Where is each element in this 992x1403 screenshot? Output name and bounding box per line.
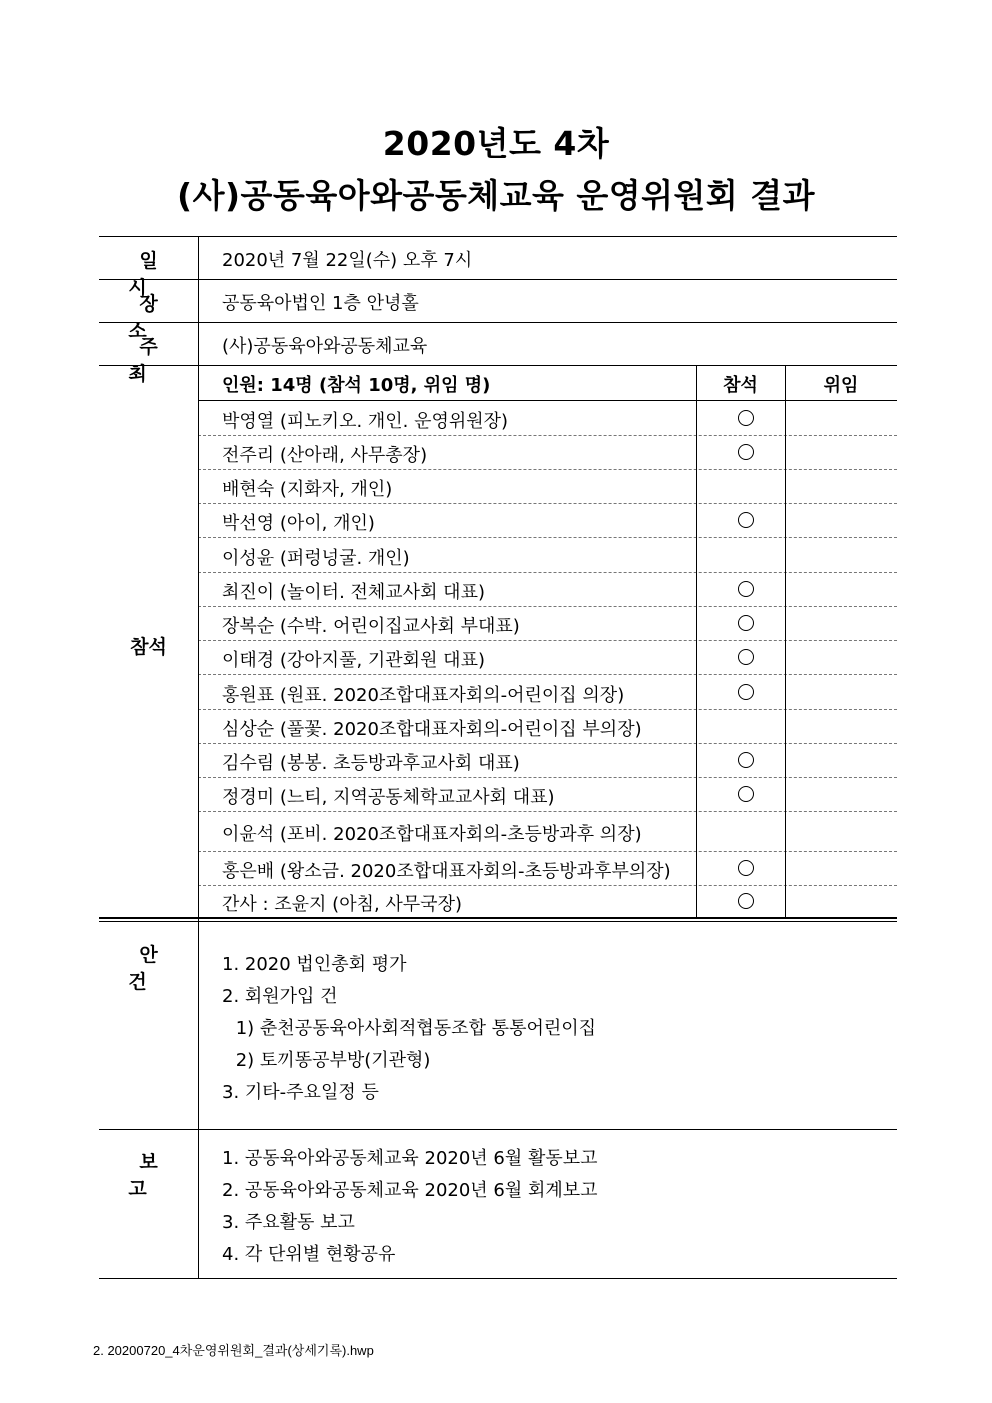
place-label: 장 소 <box>128 293 180 342</box>
document-title-line2: (사)공동육아와공동체교육 운영위원회 결과 <box>177 176 815 215</box>
member-name: 홍원표 (원표. 2020조합대표자회의-어린이집 의장) <box>222 684 625 706</box>
member-name: 배현숙 (지화자, 개인) <box>222 479 393 500</box>
report-item: 3. 주요활동 보고 <box>222 1212 355 1233</box>
member-name: 최진이 (놀이터. 전체교사회 대표) <box>222 582 485 603</box>
present-circle-mark <box>738 649 754 665</box>
document-title-line1: 2020년도 4차 <box>382 124 610 163</box>
member-row-divider <box>198 435 897 436</box>
present-column-header: 참석 <box>723 375 758 396</box>
file-name-footer: 2. 20200720_4차운영위원회_결과(상세기록).hwp <box>93 1343 374 1358</box>
member-row-divider <box>198 572 897 573</box>
table-bottom-border <box>99 1278 897 1279</box>
agenda-item: 1) 춘천공동육아사회적협동조합 통통어린이집 <box>230 1018 597 1039</box>
member-row-divider <box>198 640 897 641</box>
member-name: 박영열 (피노키오. 개인. 운영위원장) <box>222 410 509 432</box>
member-row-divider <box>198 503 897 504</box>
present-circle-mark <box>738 581 754 597</box>
attendance-summary: 인원: 14명 (참석 10명, 위임 명) <box>222 375 491 396</box>
member-row-divider <box>198 851 897 852</box>
host-value: (사)공동육아와공동체교육 <box>222 336 428 357</box>
present-circle-mark <box>738 684 754 700</box>
report-item: 2. 공동육아와공동체교육 2020년 6월 회계보고 <box>222 1180 598 1201</box>
agenda-item: 2. 회원가입 건 <box>222 986 338 1007</box>
row-divider <box>99 322 897 323</box>
member-row-divider <box>198 537 897 538</box>
present-circle-mark <box>738 444 754 460</box>
report-item: 1. 공동육아와공동체교육 2020년 6월 활동보고 <box>222 1148 598 1169</box>
member-name: 전주리 (산아래, 사무총장) <box>222 445 428 466</box>
member-row-divider <box>198 674 897 675</box>
member-name: 이태경 (강아지풀, 기관회원 대표) <box>222 650 485 671</box>
present-circle-mark <box>738 410 754 426</box>
present-circle-mark <box>738 786 754 802</box>
agenda-item: 2) 토끼똥공부방(기관형) <box>230 1050 431 1071</box>
double-line-bottom <box>99 921 897 922</box>
present-circle-mark <box>738 860 754 876</box>
agenda-label: 안 건 <box>128 944 180 993</box>
datetime-label: 일 시 <box>128 250 180 299</box>
proxy-column-divider <box>785 365 786 917</box>
present-circle-mark <box>738 512 754 528</box>
present-circle-mark <box>738 615 754 631</box>
member-name: 홍은배 (왕소금. 2020조합대표자회의-초등방과후부의장) <box>222 861 671 882</box>
member-name: 박선영 (아이, 개인) <box>222 513 375 534</box>
member-row-divider <box>198 743 897 744</box>
proxy-column-header: 위임 <box>823 375 859 396</box>
row-divider <box>99 365 897 366</box>
datetime-value: 2020년 7월 22일(수) 오후 7시 <box>222 250 473 271</box>
member-row-divider <box>198 709 897 710</box>
row-divider <box>99 1129 897 1130</box>
member-name: 김수림 (봉봉. 초등방과후교사회 대표) <box>222 753 520 774</box>
member-row-divider <box>198 469 897 470</box>
member-name: 간사 : 조윤지 (아침, 사무국장) <box>222 894 462 915</box>
row-divider <box>99 279 897 280</box>
label-column-divider <box>198 236 199 1278</box>
host-label: 주 최 <box>128 336 180 385</box>
member-row-divider <box>198 606 897 607</box>
place-value: 공동육아법인 1층 안녕홀 <box>222 293 419 314</box>
report-item: 4. 각 단위별 현황공유 <box>222 1244 396 1265</box>
agenda-item: 3. 기타-주요일정 등 <box>222 1082 379 1103</box>
member-row-divider <box>198 885 897 886</box>
attendance-label: 참석 <box>130 636 167 658</box>
agenda-item: 1. 2020 법인총회 평가 <box>222 954 407 975</box>
member-row-divider <box>198 811 897 812</box>
member-name: 정경미 (느티, 지역공동체학교교사회 대표) <box>222 787 555 808</box>
table-top-border <box>99 236 897 237</box>
present-circle-mark <box>738 752 754 768</box>
member-row-divider <box>198 777 897 778</box>
member-name: 이윤석 (포비. 2020조합대표자회의-초등방과후 의장) <box>222 824 642 845</box>
double-line-top <box>99 917 897 919</box>
member-name: 심상순 (풀꽃. 2020조합대표자회의-어린이집 부의장) <box>222 719 642 740</box>
member-name: 이성윤 (퍼렁넝굴. 개인) <box>222 547 410 569</box>
present-column-divider <box>696 365 697 917</box>
member-name: 장복순 (수박. 어린이집교사회 부대표) <box>222 616 520 637</box>
report-label: 보 고 <box>128 1151 180 1200</box>
present-circle-mark <box>738 893 754 909</box>
attendance-header-divider <box>198 400 897 401</box>
